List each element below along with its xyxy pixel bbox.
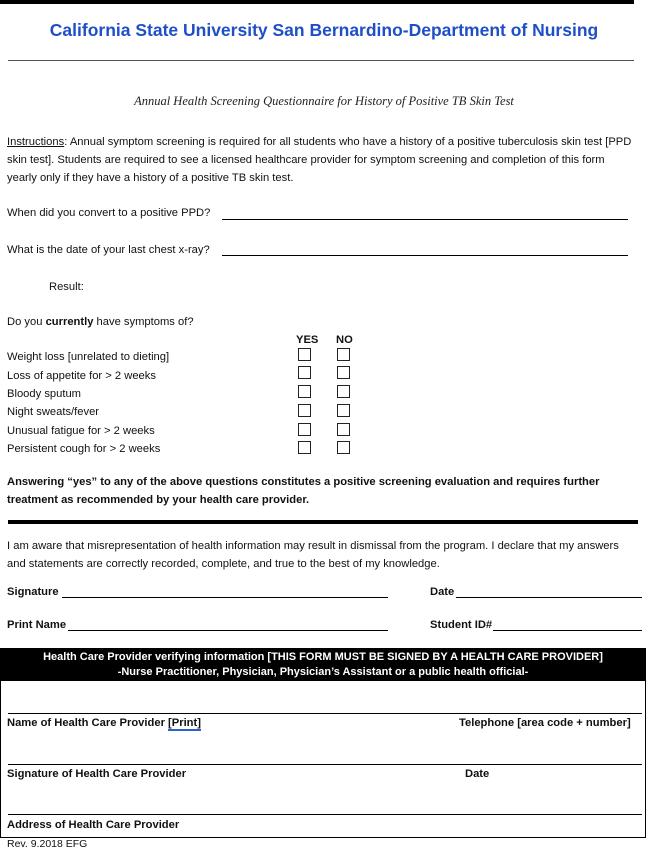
symptom-label: Night sweats/fever <box>7 406 100 418</box>
provider-header-line2: -Nurse Practitioner, Physician, Physician’s Assistant or a public health official- <box>117 666 529 678</box>
provider-signature-field[interactable] <box>8 764 642 765</box>
date-label: Date <box>430 586 455 598</box>
weight-loss-no-checkbox[interactable] <box>337 348 350 361</box>
provider-name-label-wrap <box>7 717 201 729</box>
symptom-label: Persistent cough for > 2 weeks <box>7 443 161 455</box>
provider-signature-label: Signature of Health Care Provider <box>7 768 187 780</box>
page-title: California State University San Bernardino-Department of Nursing <box>49 20 599 40</box>
symptoms-prompt <box>7 316 194 328</box>
signature-field[interactable] <box>62 597 388 598</box>
symptom-label: Bloody sputum <box>7 388 82 400</box>
warning-pre: Answering <box>7 476 68 488</box>
section-divider <box>8 520 638 524</box>
symptoms-prompt-post: have symptoms of? <box>93 316 194 328</box>
night-sweats-yes-checkbox[interactable] <box>298 404 311 417</box>
provider-date-label: Date <box>465 768 490 780</box>
form-subtitle: Annual Health Screening Questionnaire for History of Positive TB Skin Test <box>134 94 514 108</box>
student-id-field[interactable] <box>493 630 642 631</box>
symptom-label: Loss of appetite for > 2 weeks <box>7 370 156 382</box>
declaration-text: I am aware that misrepresentation of health information may result in dismissal from the program. I declare that my answers and statements are correctly recorded, complete, and true to the best of my knowledge. <box>7 540 619 570</box>
provider-telephone-label: Telephone [area code + number] <box>459 717 631 729</box>
print-name-field[interactable] <box>68 630 388 631</box>
convert-date-field[interactable] <box>222 219 628 220</box>
positive-screening-warning <box>7 473 627 509</box>
symptoms-prompt-pre: Do you <box>7 316 46 328</box>
xray-label: What is the date of your last chest x-ray? <box>7 244 210 256</box>
sputum-yes-checkbox[interactable] <box>298 385 311 398</box>
cough-no-checkbox[interactable] <box>337 441 350 454</box>
sputum-no-checkbox[interactable] <box>337 385 350 398</box>
print-name-label: Print Name <box>7 619 67 631</box>
yes-column-header: YES <box>296 334 319 346</box>
provider-name-field[interactable] <box>8 713 642 714</box>
symptom-label: Unusual fatigue for > 2 weeks <box>7 425 155 437</box>
weight-loss-yes-checkbox[interactable] <box>298 348 311 361</box>
xray-question <box>7 244 210 256</box>
date-field[interactable] <box>456 597 642 598</box>
no-column-header: NO <box>336 334 353 346</box>
instructions <box>7 133 637 187</box>
instructions-text: : Annual symptom screening is required for all students who have a history of a positive tuberculosis skin test [PPD skin test]. Students are required to see a licensed healthcare provider for symptom screening and completion of this form yearly only if they have a history of a positive TB skin test. <box>7 136 632 184</box>
symptom-label: Weight loss [unrelated to dieting] <box>7 351 170 363</box>
provider-name-print: [Print] <box>168 717 201 729</box>
provider-address-field[interactable] <box>8 814 642 815</box>
appetite-yes-checkbox[interactable] <box>298 366 311 379</box>
appetite-no-checkbox[interactable] <box>337 366 350 379</box>
cough-yes-checkbox[interactable] <box>298 441 311 454</box>
convert-label: When did you convert to a positive PPD? <box>7 207 211 219</box>
night-sweats-no-checkbox[interactable] <box>337 404 350 417</box>
provider-header-line1: Health Care Provider verifying information [THIS FORM MUST BE SIGNED BY A HEALTH CARE PROVIDER] <box>43 651 603 663</box>
provider-header <box>0 648 646 681</box>
warning-quote: “yes” <box>67 476 98 488</box>
convert-question <box>7 207 210 219</box>
instructions-label: Instructions <box>7 136 65 148</box>
title-divider <box>8 60 634 61</box>
student-id-label: Student ID# <box>430 619 493 631</box>
signature-label: Signature <box>7 586 59 598</box>
top-rule <box>0 0 634 4</box>
revision-note: Rev. 9.2018 EFG <box>7 838 88 850</box>
provider-address-label: Address of Health Care Provider <box>7 819 180 831</box>
fatigue-yes-checkbox[interactable] <box>298 423 311 436</box>
fatigue-no-checkbox[interactable] <box>337 423 350 436</box>
warning-post: to any of the above questions constitutes a positive screening evaluation and requires further treatment as recommended by your health care provider. <box>7 476 600 506</box>
result-label: Result: <box>49 281 84 293</box>
provider-name-label: Name of Health Care Provider <box>7 717 169 729</box>
symptoms-prompt-emphasis: currently <box>45 316 94 328</box>
xray-date-field[interactable] <box>222 255 628 256</box>
